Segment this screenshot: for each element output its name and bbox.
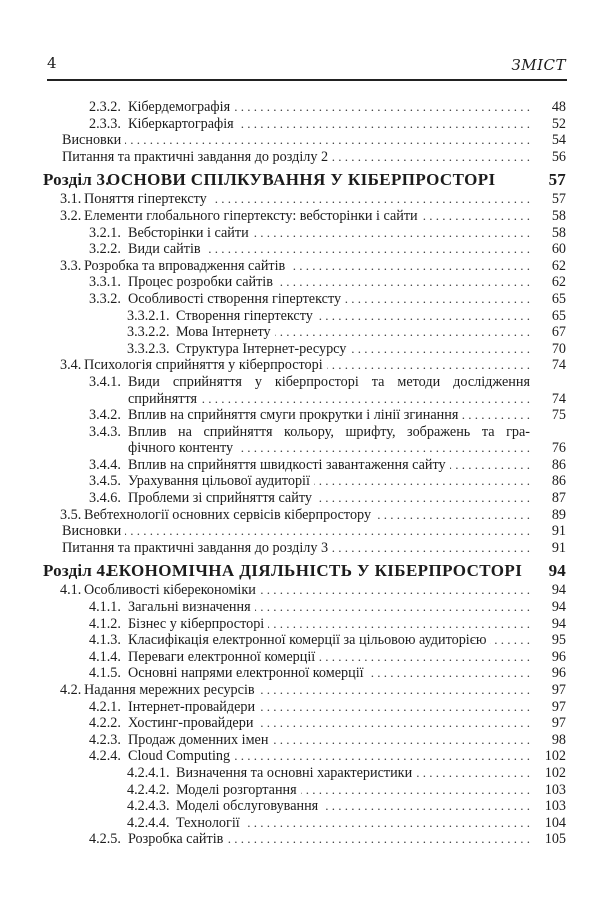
entry-title: Урахування цільової аудиторії	[128, 473, 310, 490]
entry-page-number: 57	[551, 191, 566, 208]
entry-title: Розробка та впровадження сайтів	[84, 257, 286, 274]
toc-entry[interactable]	[0, 473, 566, 490]
entry-number: 3.2.2.	[89, 241, 121, 258]
entry-number: 3.3.1.	[89, 274, 121, 291]
dot-leader	[375, 507, 530, 524]
entry-number: 4.1.	[60, 582, 82, 599]
dot-leader	[289, 258, 530, 275]
page-number: 4	[47, 54, 57, 72]
entry-title: Вебсторінки і сайти	[128, 224, 249, 241]
entry-title: Технології	[176, 814, 240, 831]
dot-leader	[490, 632, 530, 649]
dot-leader	[125, 132, 530, 149]
entry-number: 2.3.3.	[89, 115, 121, 132]
entry-page-number: 96	[551, 648, 566, 665]
toc-entry[interactable]	[0, 748, 566, 765]
entry-title: Надання мережних ресурсів	[84, 682, 255, 698]
toc-entry[interactable]	[0, 815, 566, 832]
toc-entry[interactable]	[0, 374, 566, 391]
entry-title: Бізнес у кіберпросторі	[128, 615, 265, 632]
entry-number: 3.4.6.	[89, 490, 121, 507]
entry-page-number: 70	[551, 340, 566, 357]
entry-number: 3.5.	[60, 506, 82, 523]
dot-leader	[259, 699, 530, 716]
entry-number: 3.3.2.1.	[127, 307, 170, 324]
entry-page-number: 97	[551, 715, 566, 732]
entry-title: Cloud Computing	[128, 748, 231, 765]
toc-entry[interactable]	[0, 649, 566, 666]
entry-page-number: 62	[551, 257, 566, 274]
toc-entry[interactable]	[0, 732, 566, 749]
dot-leader	[211, 191, 530, 208]
entry-page-number: 75	[551, 407, 566, 424]
dot-leader	[238, 116, 530, 133]
entry-page-number: 94	[551, 615, 566, 632]
entry-page-number: 56	[551, 148, 566, 165]
entry-number: 4.2.4.2.	[127, 781, 170, 798]
entry-page-number: 91	[551, 523, 566, 540]
toc-entry[interactable]	[0, 149, 566, 166]
toc-entry[interactable]	[0, 99, 566, 116]
toc-entry[interactable]	[0, 308, 566, 325]
entry-title: Хостинг-провайдери	[128, 715, 254, 732]
entry-page-number: 97	[551, 698, 566, 715]
entry-number: 3.1.	[60, 191, 82, 208]
entry-number: 4.2.4.	[89, 748, 121, 765]
entry-number: 4.2.1.	[89, 698, 121, 715]
toc-entry[interactable]	[0, 274, 566, 291]
entry-page-number: 74	[551, 357, 566, 374]
entry-page-number: 95	[551, 632, 566, 649]
toc-entry[interactable]	[0, 523, 566, 540]
toc-entry[interactable]	[0, 424, 566, 441]
entry-title: Розробка сайтів	[128, 831, 224, 848]
entry-page-number: 94	[551, 582, 566, 599]
toc-entry[interactable]	[0, 258, 566, 275]
entry-title: Процес розробки сайтів	[128, 274, 273, 291]
entry-title: Визначення та основні характеристики	[176, 764, 413, 781]
running-title: ЗМІСТ	[511, 56, 566, 74]
dot-leader	[317, 308, 530, 325]
toc-entry[interactable]	[0, 407, 566, 424]
entry-title: ОСНОВИ СПІЛКУВАННЯ У КІБЕРПРОСТОРІ	[107, 170, 496, 190]
dot-leader	[260, 582, 530, 599]
entry-title: Проблеми зі сприйняття сайту	[128, 490, 312, 507]
toc-entry[interactable]	[0, 682, 566, 699]
dot-leader	[125, 523, 530, 540]
entry-title: Продаж доменних імен	[128, 731, 269, 748]
dot-leader	[255, 599, 530, 616]
entry-title: Створення гіпертексту	[176, 307, 313, 324]
toc-entry[interactable]	[0, 457, 566, 474]
entry-page-number: 94	[551, 599, 566, 616]
dot-leader	[350, 341, 530, 358]
toc-entry[interactable]	[0, 782, 566, 799]
entry-page-number: 65	[551, 307, 566, 324]
entry-number: 4.1.2.	[89, 615, 121, 632]
entry-number: 3.3.2.	[89, 290, 121, 307]
entry-page-number: 97	[551, 682, 566, 698]
entry-number: 4.1.1.	[89, 599, 121, 616]
entry-page-number: 57	[548, 170, 566, 190]
entry-number: 3.4.3.	[89, 423, 121, 440]
toc-entry[interactable]	[0, 132, 566, 149]
dot-leader	[253, 225, 530, 242]
entry-number: 3.3.	[60, 257, 82, 274]
header-rule	[47, 79, 567, 81]
entry-title: Висновки	[62, 132, 122, 149]
entry-page-number: 58	[551, 224, 566, 241]
toc-entry[interactable]	[0, 507, 566, 524]
toc-chapter-entry[interactable]	[0, 169, 566, 191]
toc-entry[interactable]	[0, 616, 566, 633]
dot-leader	[319, 649, 530, 666]
entry-title: Елементи глобального гіпертексту: вебсторінки і сайти	[84, 207, 418, 224]
entry-page-number: 76	[551, 440, 566, 457]
toc-entry[interactable]	[0, 798, 566, 815]
entry-title: Питання та практичні завдання до розділу 2	[62, 148, 329, 165]
dot-leader	[327, 357, 530, 374]
dot-leader	[201, 391, 530, 408]
entry-title: Мова Інтернету	[176, 324, 271, 341]
entry-number: 3.3.2.2.	[127, 324, 170, 341]
dot-leader	[462, 407, 530, 424]
entry-number: 4.2.4.4.	[127, 814, 170, 831]
entry-number: 4.2.4.3.	[127, 798, 170, 815]
toc-entry[interactable]	[0, 582, 566, 599]
entry-title: Моделі обслуговування	[176, 798, 319, 815]
toc-entry[interactable]	[0, 765, 566, 782]
entry-title: Вплив на сприйняття швидкості завантаження сайту	[128, 456, 446, 473]
entry-title: Переваги електронної комерції	[128, 648, 316, 665]
entry-page-number: 104	[544, 814, 566, 831]
entry-title: Загальні визначення	[128, 599, 251, 616]
entry-title: Вебтехнології основних сервісів кіберпростору	[84, 506, 372, 523]
entry-title: Види сприйняття у кіберпросторі та методи дослідження	[128, 373, 530, 390]
entry-number: 3.4.5.	[89, 473, 121, 490]
toc-entry[interactable]	[0, 191, 566, 208]
entry-title: Кіберкартографія	[128, 115, 234, 132]
toc-entry[interactable]	[0, 341, 566, 358]
entry-page-number: 98	[551, 731, 566, 748]
entry-page-number: 62	[551, 274, 566, 291]
entry-title: Моделі розгортання	[176, 781, 297, 798]
toc-entry[interactable]	[0, 831, 566, 848]
dot-leader	[277, 274, 530, 291]
dot-leader	[322, 798, 530, 815]
dot-leader	[416, 765, 530, 782]
toc-entry[interactable]	[0, 632, 566, 649]
toc-entry[interactable]	[0, 440, 566, 457]
entry-page-number: 48	[551, 99, 566, 115]
dot-leader	[227, 831, 530, 848]
dot-leader	[301, 782, 530, 799]
entry-title: Поняття гіпертексту	[84, 191, 207, 208]
entry-number: 4.1.3.	[89, 632, 121, 649]
entry-number: 3.4.4.	[89, 456, 121, 473]
dot-leader	[234, 99, 530, 116]
toc-entry[interactable]	[0, 225, 566, 242]
entry-page-number: 54	[551, 132, 566, 149]
entry-number: 3.4.2.	[89, 407, 121, 424]
entry-number: 4.2.	[60, 682, 82, 698]
toc-entry[interactable]	[0, 715, 566, 732]
entry-page-number: 102	[544, 748, 566, 765]
dot-leader	[244, 815, 530, 832]
entry-page-number: 65	[551, 290, 566, 307]
entry-title: Особливості кіберекономіки	[84, 582, 256, 599]
entry-page-number: 89	[551, 506, 566, 523]
entry-page-number: 86	[551, 456, 566, 473]
entry-title: ЕКОНОМІЧНА ДІЯЛЬНІСТЬ У КІБЕРПРОСТОРІ	[107, 561, 523, 581]
entry-title: сприйняття	[128, 390, 198, 407]
entry-title: Вплив на сприйняття смуги прокрутки і лінії згинання	[128, 407, 459, 424]
entry-number: 2.3.2.	[89, 99, 121, 115]
toc-entry[interactable]	[0, 391, 566, 408]
entry-title: Висновки	[62, 523, 122, 540]
toc-entry[interactable]	[0, 324, 566, 341]
entry-title: Кібердемографія	[128, 99, 231, 115]
toc-entry[interactable]	[0, 490, 566, 507]
toc-entry[interactable]	[0, 540, 566, 557]
dot-leader	[345, 291, 530, 308]
entry-title: Питання та практичні завдання до розділу 3	[62, 539, 329, 556]
entry-title: фічного контенту	[128, 440, 234, 457]
entry-page-number: 96	[551, 665, 566, 682]
entry-number: 3.4.1.	[89, 373, 121, 390]
dot-leader	[422, 208, 530, 225]
entry-page-number: 105	[544, 831, 566, 848]
dot-leader	[332, 149, 530, 166]
entry-number: 3.4.	[60, 357, 82, 374]
dot-leader	[257, 715, 530, 732]
entry-title: Структура Інтернет-ресурсу	[176, 340, 347, 357]
entry-page-number: 103	[544, 798, 566, 815]
dot-leader	[450, 457, 530, 474]
entry-title: Вплив на сприйняття кольору, шрифту, зображень та гра-	[128, 423, 530, 440]
entry-number: 4.2.3.	[89, 731, 121, 748]
dot-leader	[275, 324, 530, 341]
entry-page-number: 58	[551, 207, 566, 224]
toc-entry[interactable]	[0, 241, 566, 258]
toc-chapter-entry[interactable]	[0, 560, 566, 582]
dot-leader	[237, 440, 530, 457]
entry-page-number: 60	[551, 241, 566, 258]
dot-leader	[332, 540, 530, 557]
toc-entry[interactable]	[0, 291, 566, 308]
toc-entry[interactable]	[0, 357, 566, 374]
entry-number: 4.1.5.	[89, 665, 121, 682]
dot-leader	[259, 682, 530, 699]
dot-leader	[205, 241, 530, 258]
entry-title: Види сайтів	[128, 241, 201, 258]
dot-leader	[268, 616, 530, 633]
entry-page-number: 67	[551, 324, 566, 341]
entry-page-number: 94	[548, 561, 566, 581]
entry-number: Розділ 3.	[43, 170, 110, 190]
entry-title: Інтернет-провайдери	[128, 698, 256, 715]
entry-title: Основні напрями електронної комерції	[128, 665, 364, 682]
entry-page-number: 102	[544, 764, 566, 781]
table-of-contents	[0, 99, 566, 848]
entry-title: Психологія сприйняття у кіберпросторі	[84, 357, 323, 374]
entry-number: 4.2.4.1.	[127, 764, 170, 781]
entry-page-number: 52	[551, 115, 566, 132]
dot-leader	[234, 748, 530, 765]
entry-title: Особливості створення гіпертексту	[128, 290, 342, 307]
entry-page-number: 103	[544, 781, 566, 798]
entry-title: Класифікація електронної комерції за цільовою аудиторією	[128, 632, 487, 649]
entry-number: 3.3.2.3.	[127, 340, 170, 357]
entry-number: 3.2.1.	[89, 224, 121, 241]
entry-page-number: 86	[551, 473, 566, 490]
entry-number: 4.2.2.	[89, 715, 121, 732]
entry-number: Розділ 4.	[43, 561, 110, 581]
dot-leader	[314, 473, 530, 490]
toc-entry[interactable]	[0, 116, 566, 133]
toc-entry[interactable]	[0, 599, 566, 616]
entry-number: 4.2.5.	[89, 831, 121, 848]
entry-page-number: 91	[551, 539, 566, 556]
entry-number: 4.1.4.	[89, 648, 121, 665]
dot-leader	[316, 490, 530, 507]
entry-page-number: 87	[551, 490, 566, 507]
dot-leader	[368, 665, 530, 682]
toc-entry[interactable]	[0, 699, 566, 716]
entry-number: 3.2.	[60, 207, 82, 224]
toc-entry[interactable]	[0, 208, 566, 225]
entry-page-number: 74	[551, 390, 566, 407]
dot-leader	[272, 732, 530, 749]
toc-entry[interactable]	[0, 665, 566, 682]
